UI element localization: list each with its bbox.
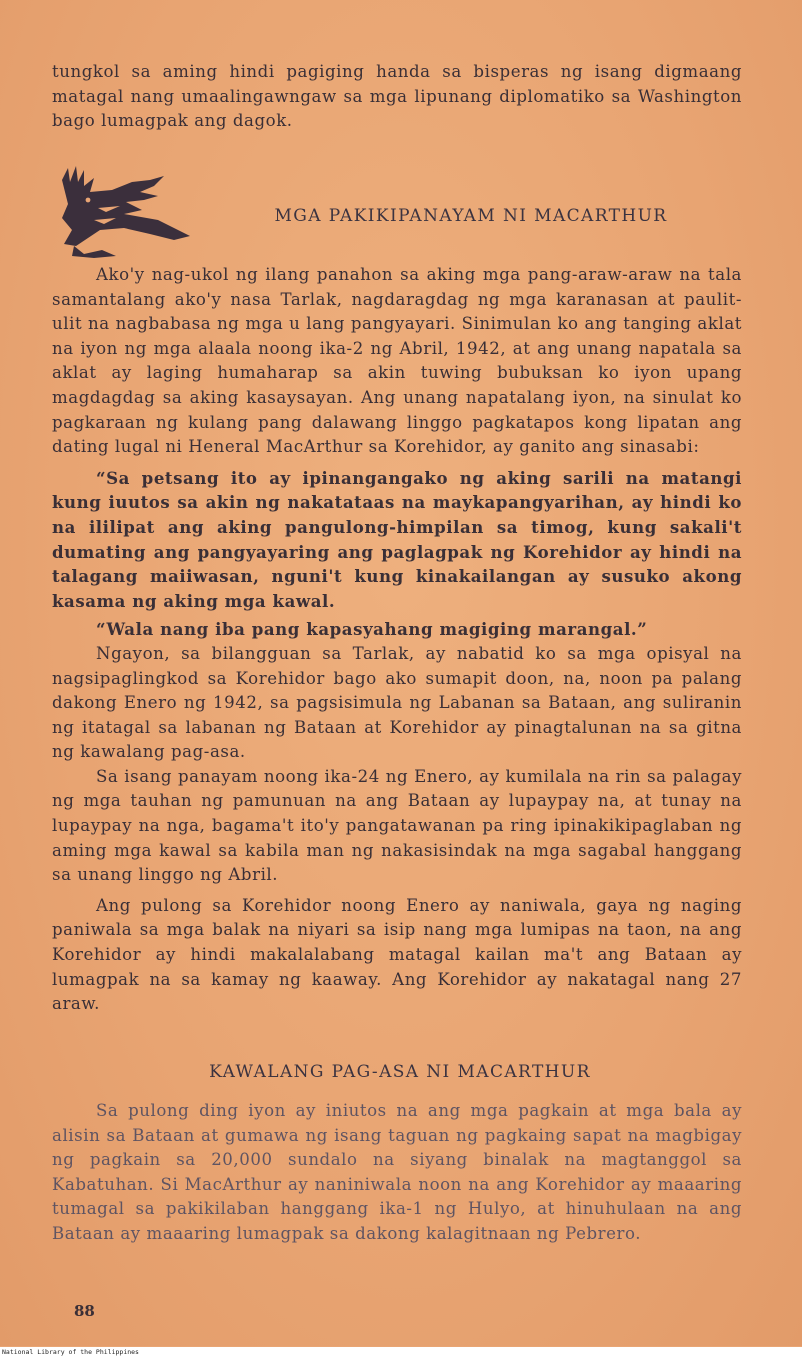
page-number: 88 <box>74 1302 95 1320</box>
paragraph-text: Ang pulong sa Korehidor noong Enero ay naniwala, gaya ng naging paniwala sa mga balak na niyari sa isip nang mga lumipas na taon, na ang Korehidor ay hindi makalalabang matagal kailan ma't ang Bataan ay lumagpak na sa kamay ng kaaway. Ang Korehidor ay nakatagal nang 27 araw. <box>52 895 742 1014</box>
paragraph-text: Ngayon, sa bilangguan sa Tarlak, ay nabatid ko sa mga opisyal na nagsipaglingkod sa Korehidor bago ako sumapit doon, na, noon pa palang dakong Enero ng 1942, sa pagsisimula ng Labanan sa Bataan, ang suliranin ng itatagal sa labanan ng Bataan at Korehidor ay pinagtalunan na sa gitna ng kawalang pag-asa. <box>52 643 742 762</box>
footer-credit: National Library of the Philippines <box>0 1347 802 1358</box>
intro-paragraph <box>52 60 742 134</box>
section1-body <box>52 263 742 1017</box>
paragraph-text: tungkol sa aming hindi pagiging handa sa bisperas ng isang digmaang matagal nang umaalingawngaw sa mga lipunang diplomatiko sa Washington bago lumagpak ang dagok. <box>52 62 742 131</box>
section2-body <box>52 1099 742 1247</box>
dragon-ornament-icon <box>54 160 194 260</box>
paragraph-text: Sa pulong ding iyon ay iniutos na ang mga pagkain at mga bala ay alisin sa Bataan at gumawa ng isang taguan ng pagkaing sapat na magbigay ng pagkain sa 20,000 sundalo na siyang binalak na magtanggol sa Kabatuhan. Si MacArthur ay naniniwala noon na ang Korehidor ay maaaring tumagal sa pakikilaban hanggang ika-1 ng Hulyo, at hinuhulaan na ang Bataan ay maaaring lumagpak sa dakong kalagitnaan ng Pebrero. <box>52 1101 742 1243</box>
quote-text: “Sa petsang ito ay ipinangangako ng aking sarili na matangi kung iuutos sa akin ng nakatataas na maykapangyarihan, ay hindi ko na ililipat ang aking pangulong-himpilan sa timog, kung sakali't dumating ang pangyayaring ang paglagpak ng Korehidor ay hindi na talagang maiiwasan, nguni't kung kinakailangan ay susuko akong kasama ng aking mga kawal. <box>52 467 742 611</box>
quote-text: “Wala nang iba pang kapasyahang magiging marangal.” <box>96 619 648 640</box>
paragraph-text: Sa isang panayam noong ika-24 ng Enero, ay kumilala na rin sa palagay ng mga tauhan ng pamunuan na ang Bataan ay lupaypay na, at tunay na lupaypay na nga, bagama't ito'y pangatawanan pa ring ipinakikipaglaban ng aming mga kawal sa kabila man ng nakasisindak na mga sagabal hanggang sa unang linggo ng Abril. <box>52 766 742 885</box>
paragraph-text: Ako'y nag-ukol ng ilang panahon sa aking mga pang-araw-araw na tala samantalang ako'y nasa Tarlak, nagdaragdag ng mga karanasan at paulit-ulit na nagbabasa ng mga u lang pangyayari. Sinimulan ko ang tanging aklat na iyon ng mga alaala noong ika-2 ng Abril, 1942, at ang unang napatala sa aklat ay laging humaharap sa akin tuwing bubuksan ko iyon upang magdagdag sa aking kasaysayan. Ang unang napatalang iyon, na sinulat ko pagkaraan ng kulang pang dalawang linggo pagkatapos kong lipatan ang dating lugal ni Heneral MacArthur sa Korehidor, ay ganito ang sinasabi: <box>52 265 742 457</box>
section-heading: KAWALANG PAG-ASA NI MACARTHUR <box>209 1062 591 1082</box>
section-heading: MGA PAKIKIPANAYAM NI MACARTHUR <box>274 206 668 226</box>
